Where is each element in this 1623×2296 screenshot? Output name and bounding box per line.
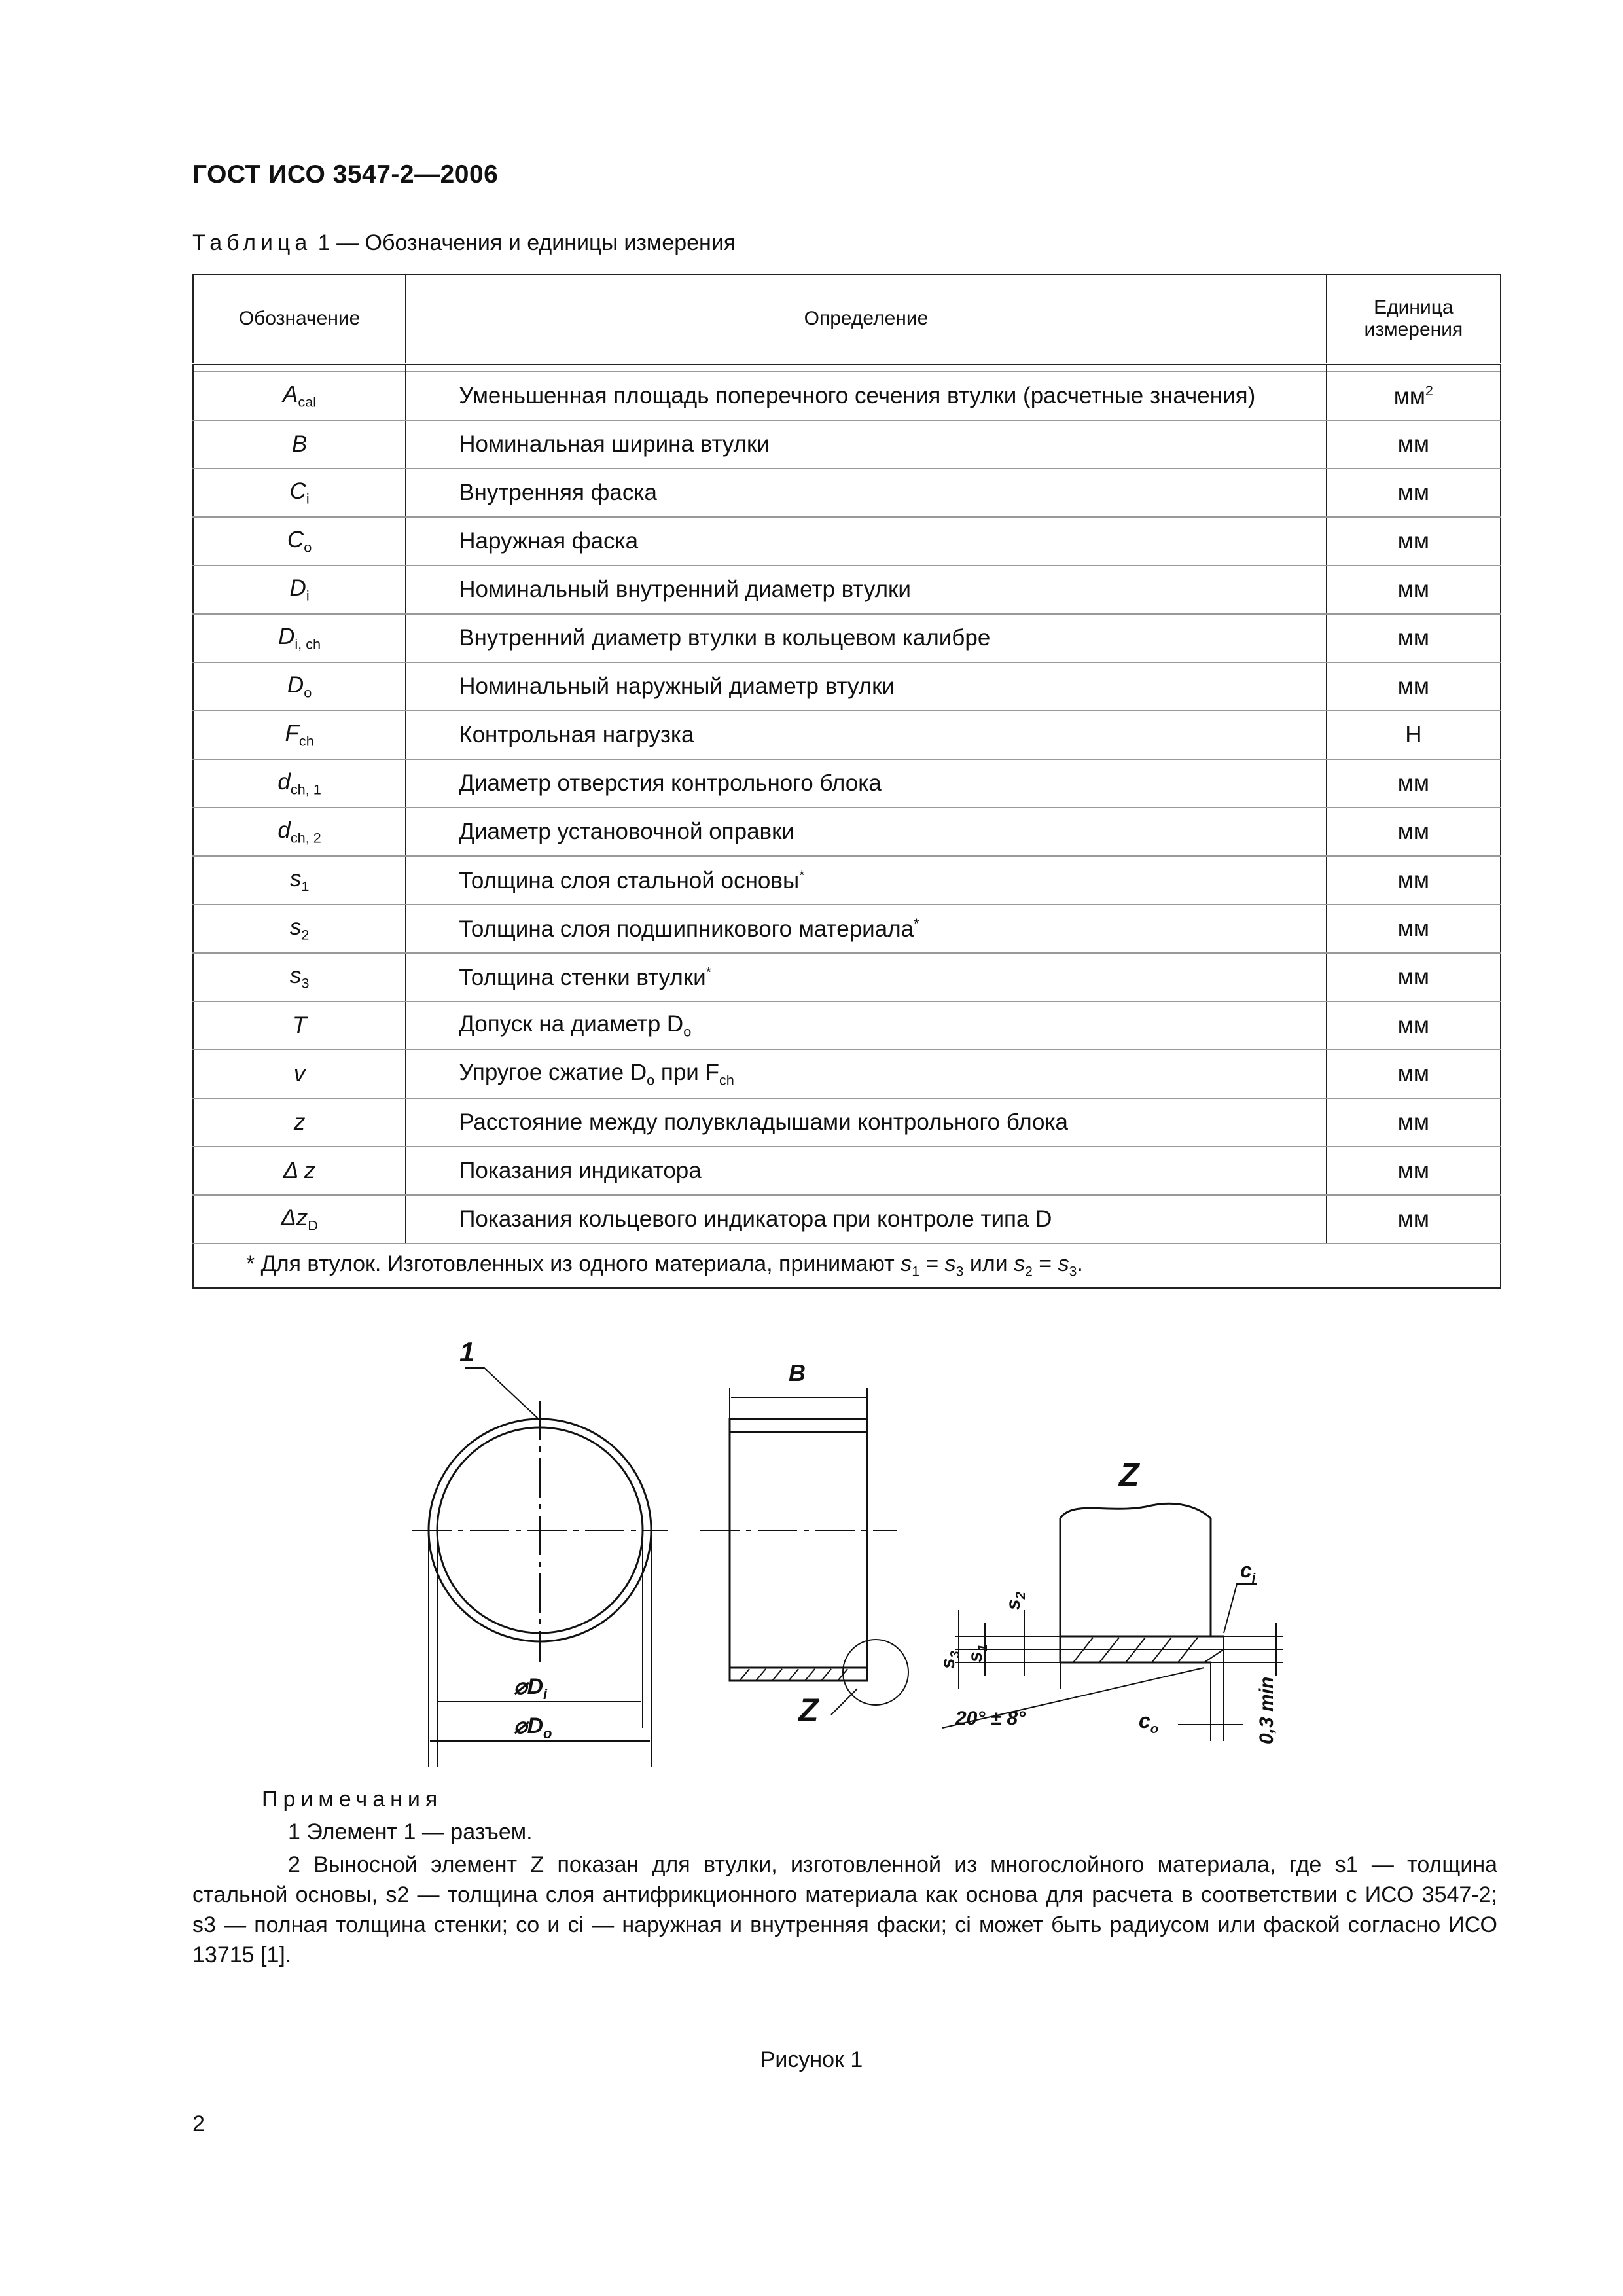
row-symbol-subscript: i (306, 490, 310, 507)
row-symbol: $F_{ch}$ (193, 711, 406, 759)
row-definition: Наружная фаска (406, 517, 1327, 565)
row-symbol: $D_o$ (193, 662, 406, 711)
table-caption (192, 230, 736, 256)
table-footnote: * Для втулок. Изготовленных из одного материала, принимают $s_1 = s_3$ или $s_2 = s_3$. (193, 1244, 1501, 1288)
row-symbol-subscript: 1 (301, 878, 310, 895)
row-unit: мм (1327, 662, 1501, 711)
bushing-figure (380, 1335, 1322, 1767)
row-definition: Диаметр отверстия контрольного блока (406, 759, 1327, 808)
row-unit: мм (1327, 614, 1501, 662)
row-symbol-subscript: 2 (301, 926, 310, 943)
label-z-detail: Z (1119, 1456, 1139, 1493)
row-symbol: $s_2$ (193, 905, 406, 953)
row-symbol: $C_i$ (193, 469, 406, 517)
label-s1: $s_1$ (965, 1644, 990, 1662)
table-caption-text: 1 — Обозначения и единицы измерения (312, 230, 736, 255)
row-definition: Номинальный внутренний диаметр втулки (406, 565, 1327, 614)
table-row (193, 1001, 1501, 1050)
table-row (193, 420, 1501, 469)
row-unit: мм (1327, 1195, 1501, 1244)
row-definition: Внутренняя фаска (406, 469, 1327, 517)
row-unit: мм (1327, 420, 1501, 469)
row-symbol-subscript: ch, 1 (290, 781, 321, 798)
label-1: 1 (459, 1336, 475, 1367)
row-unit: мм (1327, 953, 1501, 1001)
page-number: 2 (192, 2111, 205, 2136)
row-unit: мм (1327, 469, 1501, 517)
row-symbol: Δ z (193, 1147, 406, 1195)
header-unit-line2: измерения (1364, 319, 1463, 340)
table-row (193, 1195, 1501, 1244)
row-definition: Показания индикатора (406, 1147, 1327, 1195)
label-ci: $c_i$ (1240, 1558, 1256, 1586)
row-definition-subscript-2: ch (719, 1071, 734, 1088)
row-symbol-subscript: o (304, 684, 312, 701)
table-row (193, 372, 1501, 420)
table-row (193, 469, 1501, 517)
header-definition: Определение (406, 274, 1327, 364)
note-2: 2 Выносной элемент Z показан для втулки, изготовленной из многослойного материала, где s1 — толщина стальной основы, s2 — толщина слоя антифрикционного материала как основа для расчета в соответствии с ИСО 3547-2; s3 — полная толщина стенки; co и ci — наружная и внутренняя фаски; ci может быть радиусом или фаской согласно ИСО 13715 [1]. (192, 1852, 1497, 1967)
row-unit: мм (1327, 808, 1501, 856)
label-co: $c_o$ (1139, 1709, 1159, 1736)
note-1: 1 Элемент 1 — разъем. (288, 1820, 533, 1844)
label-s3: $s_3$ (937, 1651, 963, 1669)
row-unit: Н (1327, 711, 1501, 759)
row-symbol-subscript: i (306, 587, 310, 604)
row-unit: мм (1327, 759, 1501, 808)
row-definition: Контрольная нагрузка (406, 711, 1327, 759)
document-header: ГОСТ ИСО 3547-2—2006 (192, 160, 499, 188)
row-symbol: v (193, 1050, 406, 1098)
row-symbol: $C_o$ (193, 517, 406, 565)
row-symbol: $s_3$ (193, 953, 406, 1001)
table-row (193, 759, 1501, 808)
label-b: B (789, 1359, 806, 1386)
row-unit: мм (1327, 1001, 1501, 1050)
row-definition: Расстояние между полувкладышами контрольного блока (406, 1098, 1327, 1147)
row-symbol-subscript: D (308, 1217, 318, 1234)
table-row (193, 662, 1501, 711)
row-definition: Допуск на диаметр $D_o$ (406, 1001, 1327, 1050)
label-di: $⌀D_i$ (514, 1674, 548, 1702)
row-symbol: z (193, 1098, 406, 1147)
label-angle: 20° ± 8° (955, 1708, 1026, 1729)
row-unit: мм (1327, 517, 1501, 565)
row-unit: $мм^2$ (1327, 372, 1501, 420)
header-unit-line1: Единица (1374, 296, 1454, 318)
row-definition: Показания кольцевого индикатора при контроле типа D (406, 1195, 1327, 1244)
row-definition-footnote-mark: * (914, 914, 919, 931)
row-unit-superscript: 2 (1425, 382, 1433, 399)
table-row (193, 1098, 1501, 1147)
row-definition: Внутренний диаметр втулки в кольцевом калибре (406, 614, 1327, 662)
notes-title: Примечания (262, 1787, 443, 1812)
row-symbol: $d_{ch, 2}$ (193, 808, 406, 856)
table-row (193, 953, 1501, 1001)
label-do: $⌀D_o$ (514, 1713, 552, 1742)
row-symbol-subscript: ch, 2 (290, 829, 321, 846)
table-row (193, 565, 1501, 614)
row-definition: Уменьшенная площадь поперечного сечения втулки (расчетные значения) (406, 372, 1327, 420)
row-unit: мм (1327, 565, 1501, 614)
table-row (193, 517, 1501, 565)
row-definition-subscript: o (683, 1023, 692, 1040)
row-definition: Упругое сжатие $D_o$ при $F_{ch}$ (406, 1050, 1327, 1098)
row-unit: мм (1327, 1050, 1501, 1098)
row-unit: мм (1327, 1098, 1501, 1147)
table-body (193, 364, 1501, 1244)
row-symbol: $D_{i, ch}$ (193, 614, 406, 662)
row-definition: Номинальный наружный диаметр втулки (406, 662, 1327, 711)
label-min: 0,3 min (1256, 1676, 1277, 1744)
row-symbol: T (193, 1001, 406, 1050)
table-row (193, 808, 1501, 856)
row-definition: Толщина слоя подшипникового материала* (406, 905, 1327, 953)
row-symbol-subscript: ch (298, 732, 314, 749)
label-z: Z (798, 1692, 819, 1729)
row-symbol-subscript: i, ch (294, 636, 321, 653)
figure-caption: Рисунок 1 (760, 2047, 863, 2072)
row-symbol: $D_i$ (193, 565, 406, 614)
row-symbol-subscript: 3 (301, 975, 310, 992)
table-row (193, 614, 1501, 662)
table-row (193, 1147, 1501, 1195)
symbols-table (192, 274, 1501, 1289)
row-unit: мм (1327, 1147, 1501, 1195)
row-symbol-subscript: o (304, 539, 312, 556)
table-row (193, 711, 1501, 759)
table-row (193, 856, 1501, 905)
table-row (193, 1050, 1501, 1098)
header-symbol: Обозначение (193, 274, 406, 364)
table-caption-word: Таблица (192, 230, 312, 255)
row-definition: Толщина слоя стальной основы* (406, 856, 1327, 905)
row-definition: Толщина стенки втулки* (406, 953, 1327, 1001)
row-definition-footnote-mark: * (799, 866, 805, 883)
row-symbol: B (193, 420, 406, 469)
row-symbol: $s_1$ (193, 856, 406, 905)
label-s2: $s_2$ (1003, 1592, 1028, 1610)
row-definition-footnote-mark: * (705, 963, 712, 980)
row-definition-subscript: o (647, 1071, 655, 1088)
row-definition: Номинальная ширина втулки (406, 420, 1327, 469)
row-unit: мм (1327, 905, 1501, 953)
row-definition: Диаметр установочной оправки (406, 808, 1327, 856)
row-symbol: $A_{cal}$ (193, 372, 406, 420)
table-row (193, 905, 1501, 953)
row-symbol: $d_{ch, 1}$ (193, 759, 406, 808)
row-symbol: $\Delta z_D$ (193, 1195, 406, 1244)
header-unit (1327, 274, 1501, 364)
row-symbol-subscript: cal (298, 393, 317, 410)
row-unit: мм (1327, 856, 1501, 905)
